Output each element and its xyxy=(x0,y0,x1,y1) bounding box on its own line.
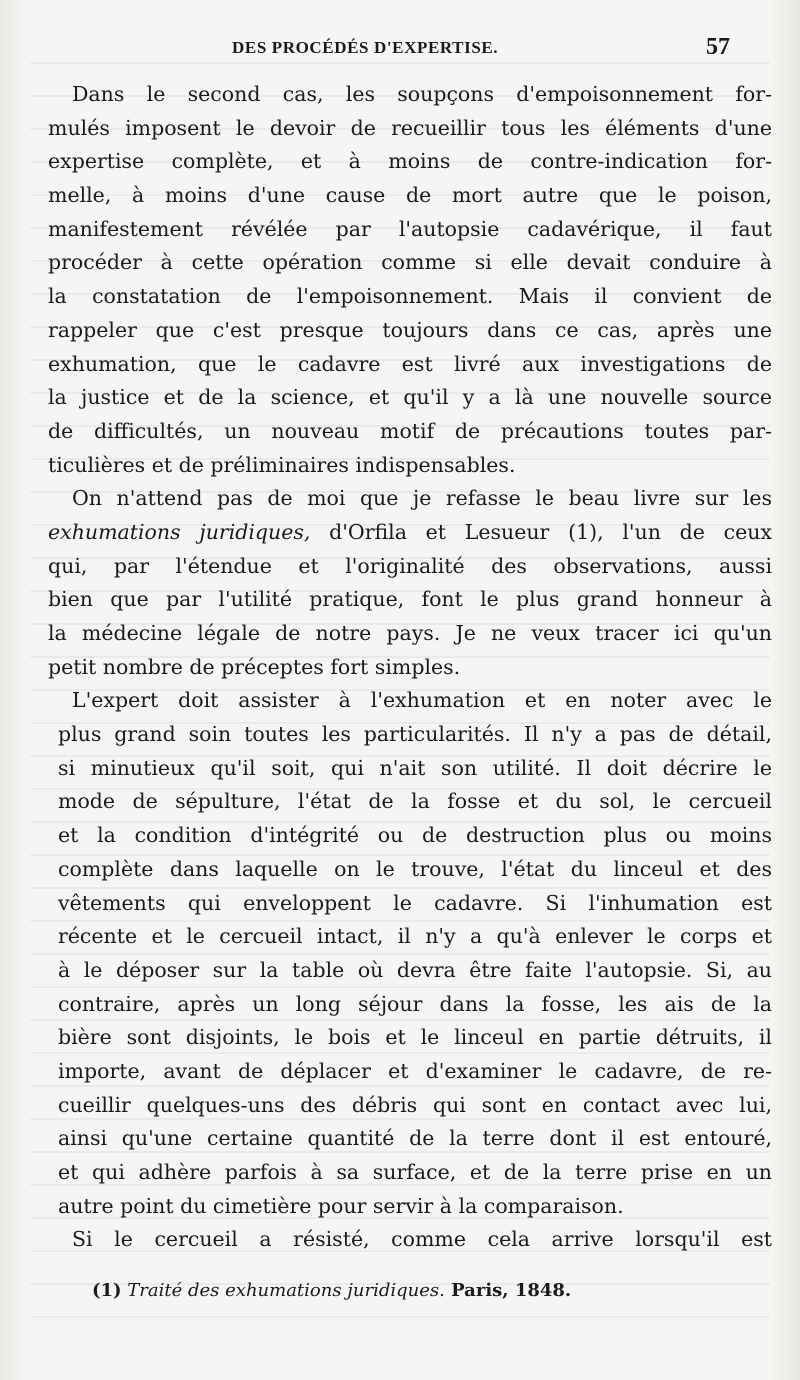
italic-title: exhumations juridiques, xyxy=(48,519,311,544)
text-line: melle, à moins d'une cause de mort autre que le poison, xyxy=(48,183,772,208)
text-line: qui, par l'étendue et l'originalité des observations, aussi xyxy=(48,553,772,578)
text-line: autre point du cimetière pour servir à la comparaison. xyxy=(58,1193,624,1218)
text-line: L'expert doit assister à l'exhumation et en noter avec le xyxy=(72,688,772,713)
text-line: Dans le second cas, les soupçons d'empoisonnement for- xyxy=(72,82,772,106)
text-line: mulés imposent le devoir de recueillir tous les éléments d'une xyxy=(48,115,772,140)
paragraph-4 xyxy=(48,1223,772,1257)
text-line: petit nombre de préceptes fort simples. xyxy=(48,654,461,679)
text-line: exhumation, que le cadavre est livré aux investigations de xyxy=(48,351,772,376)
text-line: la justice et de la science, et qu'il y a là une nouvelle source xyxy=(48,385,772,410)
text-line: cueillir quelques-uns des débris qui sont en contact avec lui, xyxy=(58,1092,772,1117)
text-line: la constatation de l'empoisonnement. Mais il convient de xyxy=(48,284,772,309)
text-span: d'Orfila et Lesueur (1), l'un de ceux xyxy=(310,519,772,544)
text-line: récente et le cercueil intact, il n'y a qu'à enlever le corps et xyxy=(58,924,772,949)
text-line: et la condition d'intégrité ou de destruction plus ou moins xyxy=(58,823,772,848)
text-line: rappeler que c'est presque toujours dans ce cas, après une xyxy=(48,317,772,342)
text-line-mixed xyxy=(48,516,772,550)
text-line: plus grand soin toutes les particularités. Il n'y a pas de détail, xyxy=(58,722,772,747)
text-line: manifestement révélée par l'autopsie cadavérique, il faut xyxy=(48,216,772,241)
text-line: vêtements qui enveloppent le cadavre. Si l'inhumation est xyxy=(58,890,772,915)
text-line: procéder à cette opération comme si elle devait conduire à xyxy=(48,250,772,275)
page-header xyxy=(0,34,800,68)
paragraph-2 xyxy=(48,482,772,684)
body-text xyxy=(48,78,772,1257)
text-line: et qui adhère parfois à sa surface, et de la terre prise en un xyxy=(58,1160,772,1184)
text-line: la médecine légale de notre pays. Je ne veux tracer ici qu'un xyxy=(48,621,772,645)
text-line: ticulières et de préliminaires indispensables. xyxy=(48,452,516,477)
footnote-mark: (1) xyxy=(92,1280,122,1301)
text-line: à le déposer sur la table où devra être faite l'autopsie. Si, au xyxy=(58,957,772,982)
text-line: complète dans laquelle on le trouve, l'état du linceul et des xyxy=(58,856,772,881)
paragraph-1 xyxy=(48,78,772,482)
text-line: On n'attend pas de moi que je refasse le beau livre sur les xyxy=(72,486,772,511)
text-line: bière sont disjoints, le bois et le linceul en partie détruits, il xyxy=(58,1025,772,1050)
text-line: contraire, après un long séjour dans la fosse, les ais de la xyxy=(58,991,772,1016)
text-line: si minutieux qu'il soit, qui n'ait son utilité. Il doit décrire le xyxy=(58,755,772,780)
text-line: bien que par l'utilité pratique, font le plus grand honneur à xyxy=(48,587,772,612)
text-line: ainsi qu'une certaine quantité de la terre dont il est entouré, xyxy=(58,1126,772,1151)
text-line: mode de sépulture, l'état de la fosse et du sol, le cercueil xyxy=(58,789,772,814)
running-title: DES PROCÉDÉS D'EXPERTISE. xyxy=(232,38,499,57)
text-line: importe, avant de déplacer et d'examiner le cadavre, de re- xyxy=(58,1058,772,1083)
text-line: Si le cercueil a résisté, comme cela arrive lorsqu'il est xyxy=(72,1227,772,1252)
footnote xyxy=(92,1280,732,1301)
text-line: de difficultés, un nouveau motif de précautions toutes par- xyxy=(48,418,772,443)
page-number: 57 xyxy=(706,34,730,60)
footnote-title: Traité des exhumations juridiques. xyxy=(127,1280,445,1301)
text-line: expertise complète, et à moins de contre-indication for- xyxy=(48,149,772,174)
footnote-publication: Paris, 1848. xyxy=(444,1280,572,1301)
paragraph-3 xyxy=(48,684,772,1223)
